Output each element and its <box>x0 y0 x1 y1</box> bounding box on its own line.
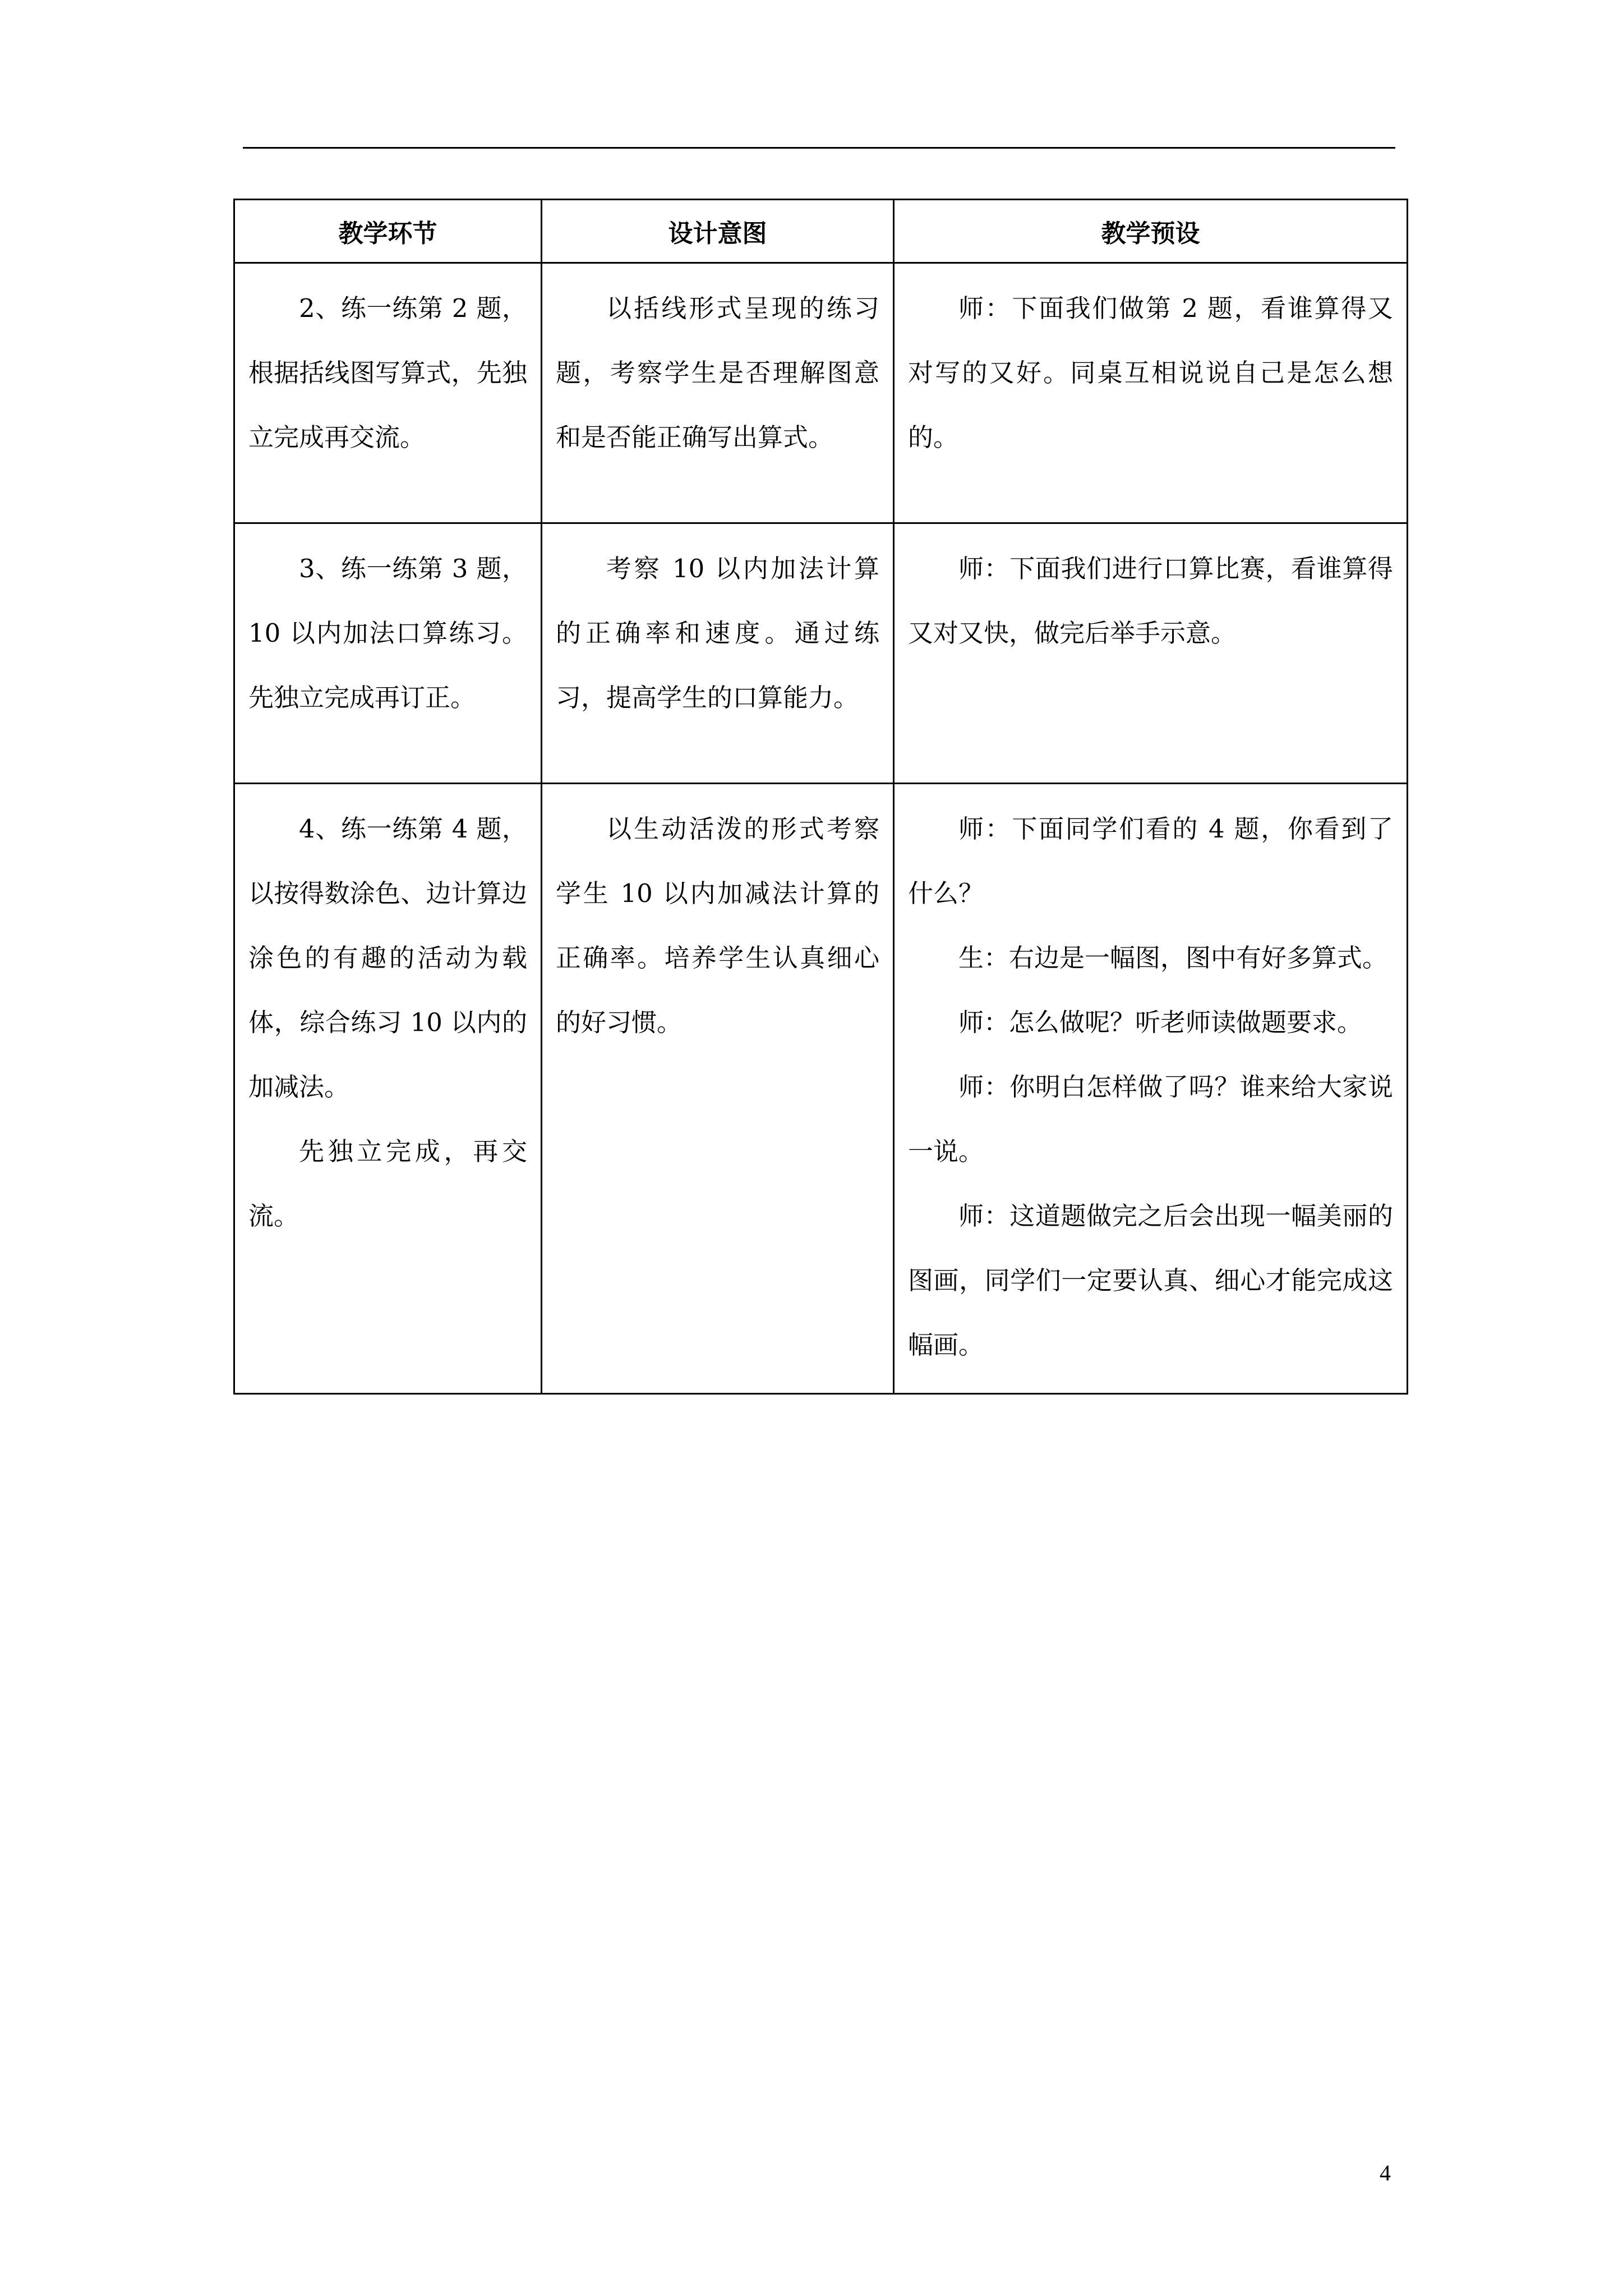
teaching-step-cell <box>234 263 542 523</box>
teaching-preset-cell <box>894 523 1408 784</box>
paragraph: 师：下面我们进行口算比赛，看谁算得又对又快，做完后举手示意。 <box>908 554 1393 648</box>
paragraph: 3、练一练第 3 题，10 以内加法口算练习。先独立完成再订正。 <box>248 554 527 712</box>
paragraph: 2、练一练第 2 题，根据括线图写算式，先独立完成再交流。 <box>248 293 527 452</box>
header-teaching-preset: 教学预设 <box>894 200 1408 263</box>
teaching-step-cell <box>234 784 542 1394</box>
teaching-preset-cell <box>894 784 1408 1394</box>
page-number: 4 <box>1380 2160 1391 2185</box>
header-teaching-step: 教学环节 <box>234 200 542 263</box>
header-rule <box>243 147 1395 149</box>
table-row <box>234 263 1408 523</box>
paragraph: 师：怎么做呢？听老师读做题要求。 <box>958 1007 1363 1037</box>
paragraph: 考察 10 以内加法计算的正确率和速度。通过练习，提高学生的口算能力。 <box>556 554 879 712</box>
design-intent-cell <box>542 784 894 1394</box>
teaching-step-cell <box>234 523 542 784</box>
paragraph: 师：你明白怎样做了吗？谁来给大家说一说。 <box>908 1072 1393 1166</box>
paragraph: 以生动活泼的形式考察学生 10 以内加减法计算的正确率。培养学生认真细心的好习惯。 <box>556 814 879 1037</box>
paragraph: 师：这道题做完之后会出现一幅美丽的图画，同学们一定要认真、细心才能完成这幅画。 <box>908 1201 1393 1360</box>
teaching-preset-cell <box>894 263 1408 523</box>
paragraph: 以括线形式呈现的练习题，考察学生是否理解图意和是否能正确写出算式。 <box>556 293 879 452</box>
table-row <box>234 523 1408 784</box>
design-intent-cell <box>542 523 894 784</box>
design-intent-cell <box>542 263 894 523</box>
table-header-row <box>234 200 1408 263</box>
paragraph: 师：下面我们做第 2 题，看谁算得又对写的又好。同桌互相说说自己是怎么想的。 <box>908 293 1393 452</box>
header-design-intent: 设计意图 <box>542 200 894 263</box>
paragraph: 师：下面同学们看的 4 题，你看到了什么？ <box>908 814 1393 908</box>
table-row <box>234 784 1408 1394</box>
paragraph: 先独立完成，再交流。 <box>248 1137 527 1231</box>
paragraph: 生：右边是一幅图，图中有好多算式。 <box>958 943 1388 973</box>
lesson-plan-table <box>233 199 1408 1395</box>
paragraph: 4、练一练第 4 题，以按得数涂色、边计算边涂色的有趣的活动为载体，综合练习 10 以内的加减法。 <box>248 814 527 1102</box>
